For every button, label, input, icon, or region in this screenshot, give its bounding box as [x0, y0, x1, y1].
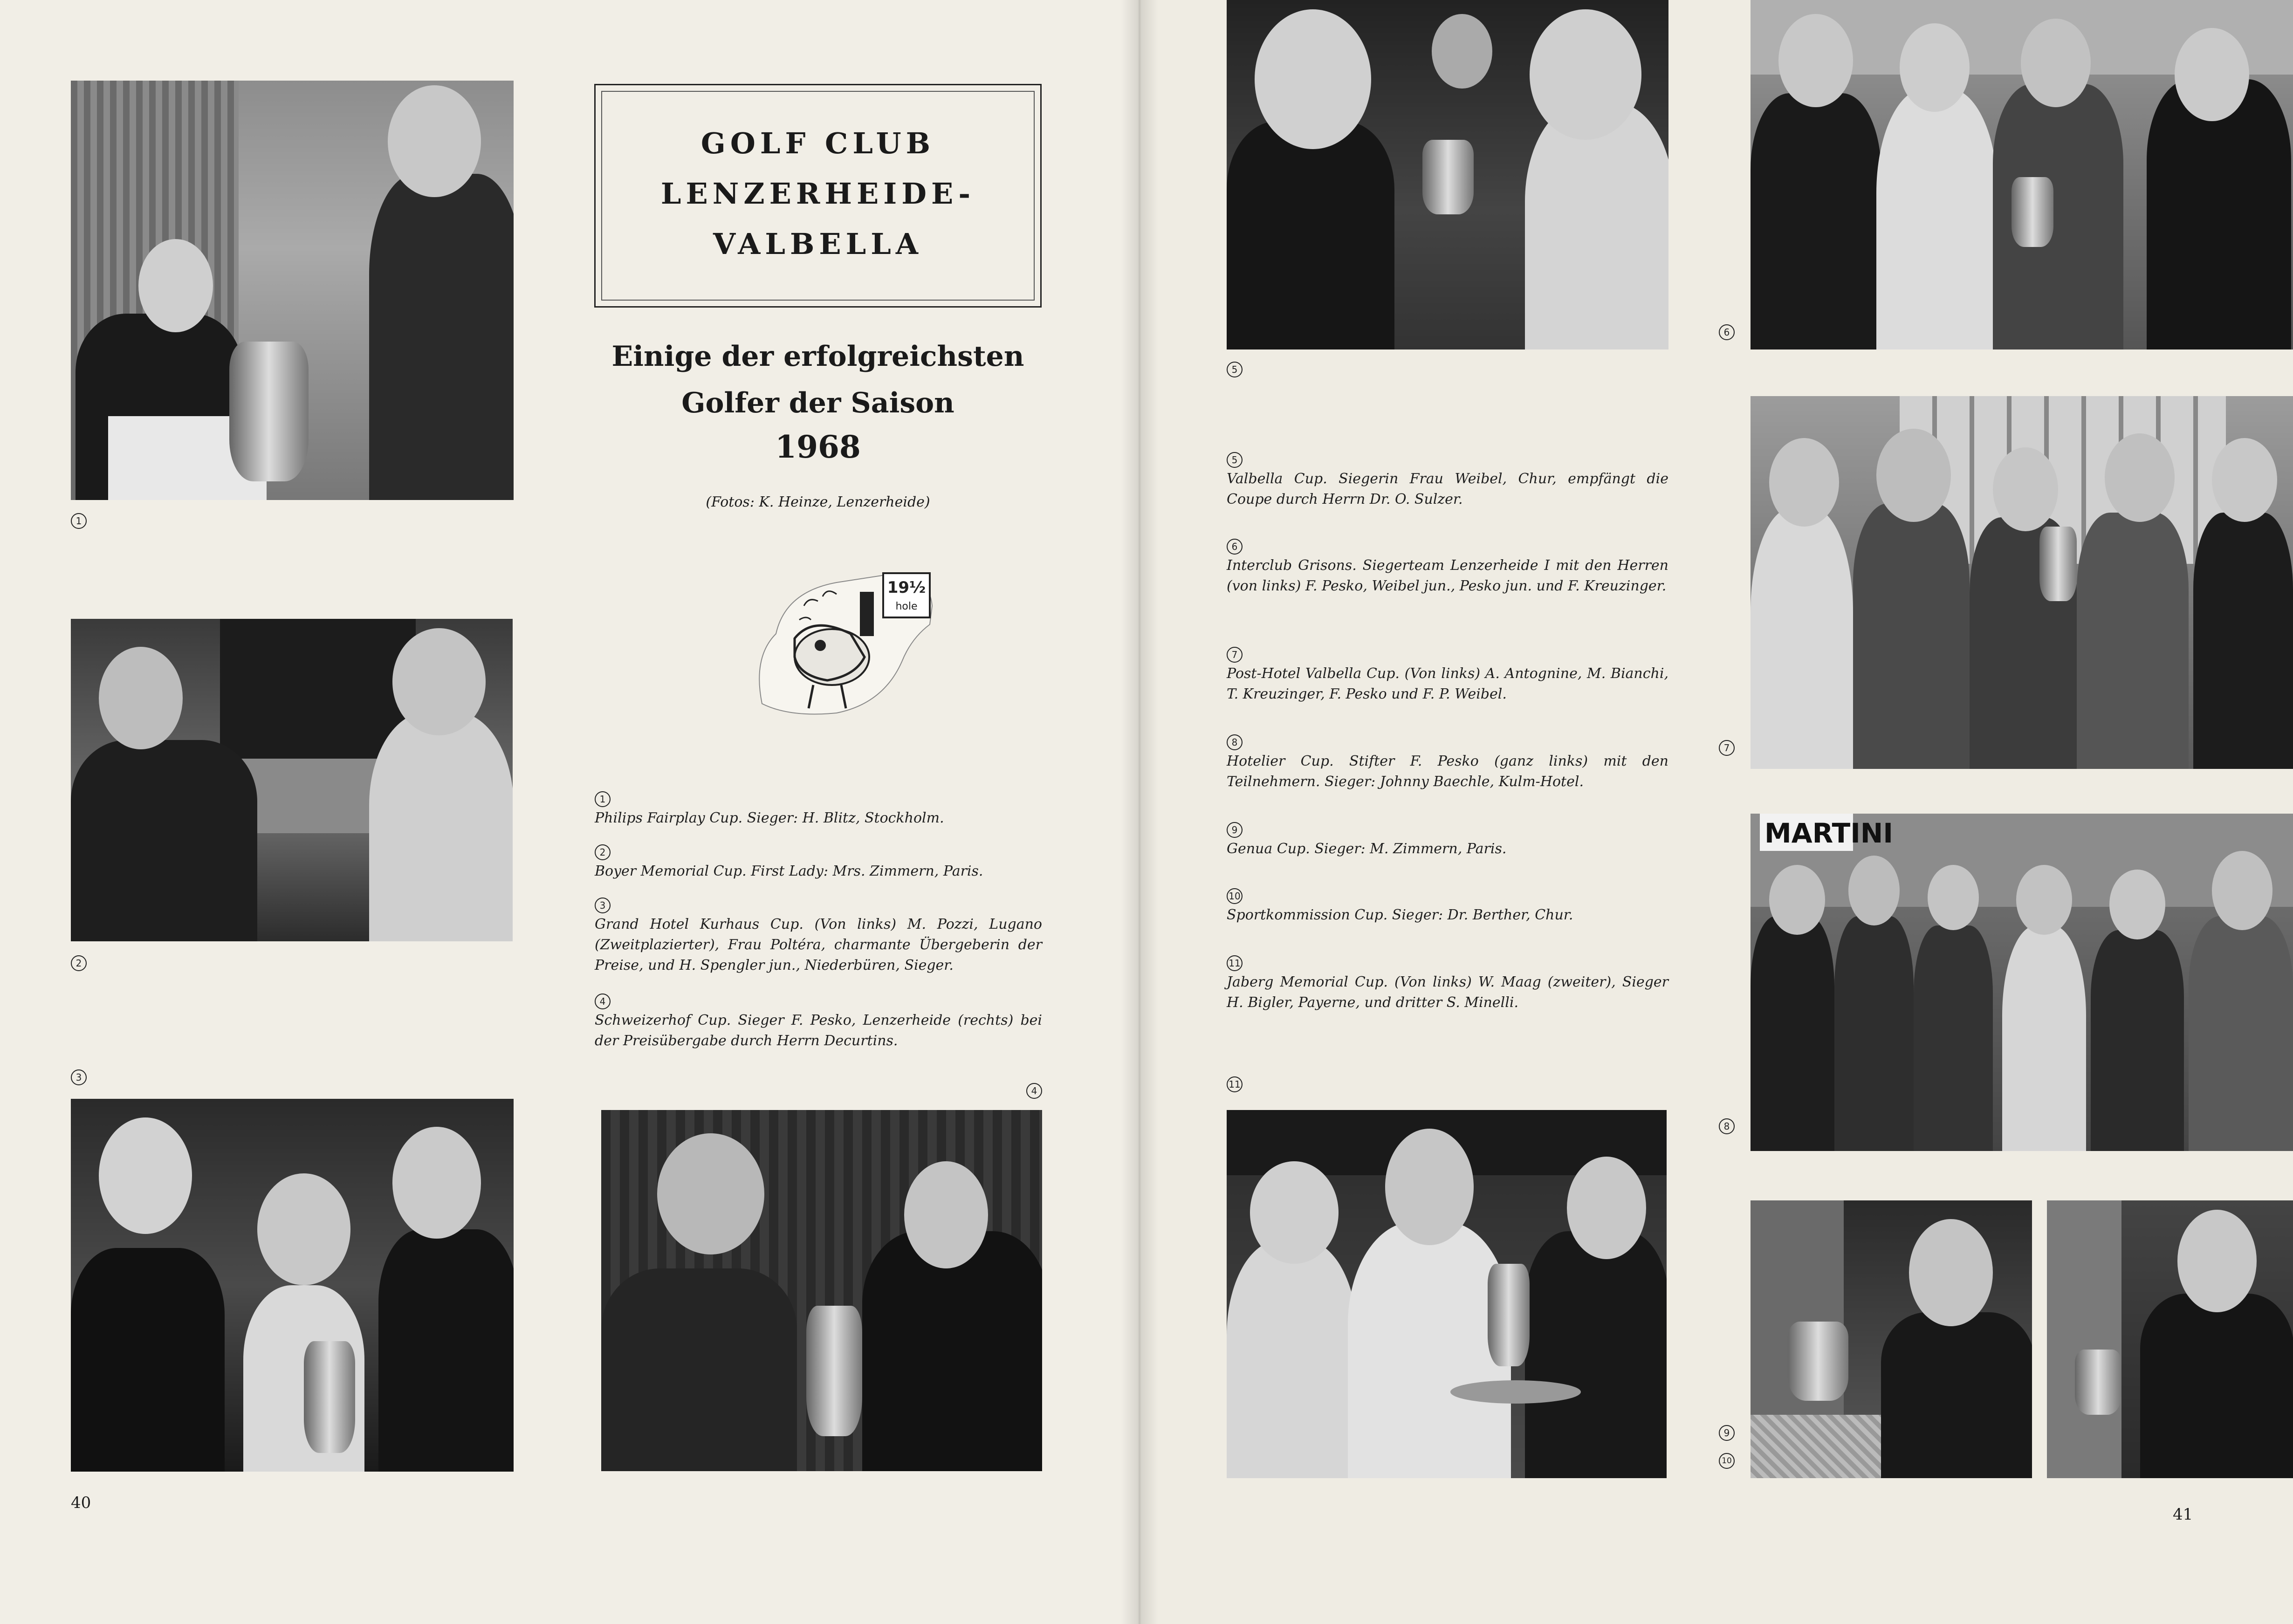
caption-5: Valbella Cup. Siegerin Frau Weibel, Chur, empfängt die Coupe durch Herrn Dr. O. Sulzer. [1227, 471, 1668, 507]
photo-6 [1751, 0, 2293, 349]
photo-number-3: 3 [71, 1069, 87, 1085]
caption-1: Philips Fairplay Cup. Sieger: H. Blitz, Stockholm. [595, 810, 944, 826]
caption-number-6: 6 [1227, 539, 1243, 555]
caption-number-11: 11 [1227, 955, 1243, 971]
caption-number-4: 4 [595, 994, 611, 1009]
photo-10 [2047, 1200, 2293, 1478]
svg-text:hole: hole [895, 601, 918, 612]
caption-number-1: 1 [595, 791, 611, 807]
photo-2 [71, 619, 513, 941]
caption-number-9: 9 [1227, 822, 1243, 838]
page-number-right: 41 [2173, 1505, 2193, 1524]
headline-line-2: Golfer der Saison [681, 387, 954, 419]
photo-number-8: 8 [1719, 1118, 1735, 1134]
photo-4 [601, 1110, 1042, 1471]
photo-7 [1751, 396, 2293, 769]
photo-number-4: 4 [1026, 1083, 1042, 1099]
title-line-3: VALBELLA [713, 227, 923, 261]
caption-9: Genua Cup. Sieger: M. Zimmern, Paris. [1227, 841, 1507, 857]
title-line-1: GOLF CLUB [700, 126, 935, 160]
caption-number-7: 7 [1227, 647, 1243, 663]
caption-8: Hotelier Cup. Stifter F. Pesko (ganz links) mit den Teilnehmern. Sieger: Johnny Baechle, Kulm-Hotel. [1227, 753, 1668, 790]
title-line-2: LENZERHEIDE- [660, 177, 975, 211]
photo-8 [1751, 814, 2293, 1151]
photo-number-2: 2 [71, 955, 87, 971]
photo-number-7: 7 [1719, 740, 1735, 756]
caption-10: Sportkommission Cup. Sieger: Dr. Berther, Chur. [1227, 907, 1573, 923]
photo-1 [71, 81, 514, 500]
caption-number-8: 8 [1227, 734, 1243, 750]
headline-year: 1968 [775, 429, 861, 465]
photo-number-6: 6 [1719, 324, 1735, 340]
photo-number-11: 11 [1227, 1076, 1243, 1092]
photo-number-10: 10 [1719, 1453, 1735, 1469]
photo-number-1: 1 [71, 513, 87, 529]
caption-number-2: 2 [595, 844, 611, 860]
photo-number-5: 5 [1227, 362, 1243, 377]
caption-number-5: 5 [1227, 452, 1243, 468]
left-page [0, 0, 1139, 1624]
caption-7: Post-Hotel Valbella Cup. (Von links) A. Antognine, M. Bianchi, T. Kreuzinger, F. Pesko und F. P. Weibel. [1227, 665, 1668, 702]
photo-3 [71, 1099, 514, 1472]
title-box [594, 84, 1042, 308]
golfer-cartoon [743, 564, 944, 722]
martini-sign: MARTINI [1764, 817, 1893, 849]
right-page [1139, 0, 2293, 1624]
caption-11: Jaberg Memorial Cup. (Von links) W. Maag (zweiter), Sieger H. Bigler, Payerne, und dritter S. Minelli. [1227, 974, 1668, 1011]
caption-number-10: 10 [1227, 888, 1243, 904]
cartoon-sign-text: 19½ [887, 578, 926, 597]
caption-3: Grand Hotel Kurhaus Cup. (Von links) M. Pozzi, Lugano (Zweitplazierter), Frau Poltéra, charmante Übergeberin der Preise, und H. Spengler jun., Niederbüren, Sieger. [595, 916, 1042, 973]
caption-number-3: 3 [595, 898, 611, 913]
page-number-left: 40 [71, 1494, 91, 1512]
photo-5 [1227, 0, 1668, 349]
headline-line-1: Einige der erfolgreichsten [611, 340, 1024, 373]
photo-11 [1227, 1110, 1667, 1478]
photo-9 [1751, 1200, 2032, 1478]
book-gutter [1121, 0, 1158, 1624]
caption-6: Interclub Grisons. Siegerteam Lenzerheide I mit den Herren (von links) F. Pesko, Weibel jun., Pesko jun. und F. Kreuzinger. [1227, 557, 1668, 594]
photo-number-9: 9 [1719, 1425, 1735, 1441]
caption-2: Boyer Memorial Cup. First Lady: Mrs. Zimmern, Paris. [595, 863, 983, 879]
caption-4: Schweizerhof Cup. Sieger F. Pesko, Lenzerheide (rechts) bei der Preisübergabe durch Herrn Decurtins. [595, 1012, 1042, 1049]
photo-credit: (Fotos: K. Heinze, Lenzerheide) [706, 494, 930, 510]
